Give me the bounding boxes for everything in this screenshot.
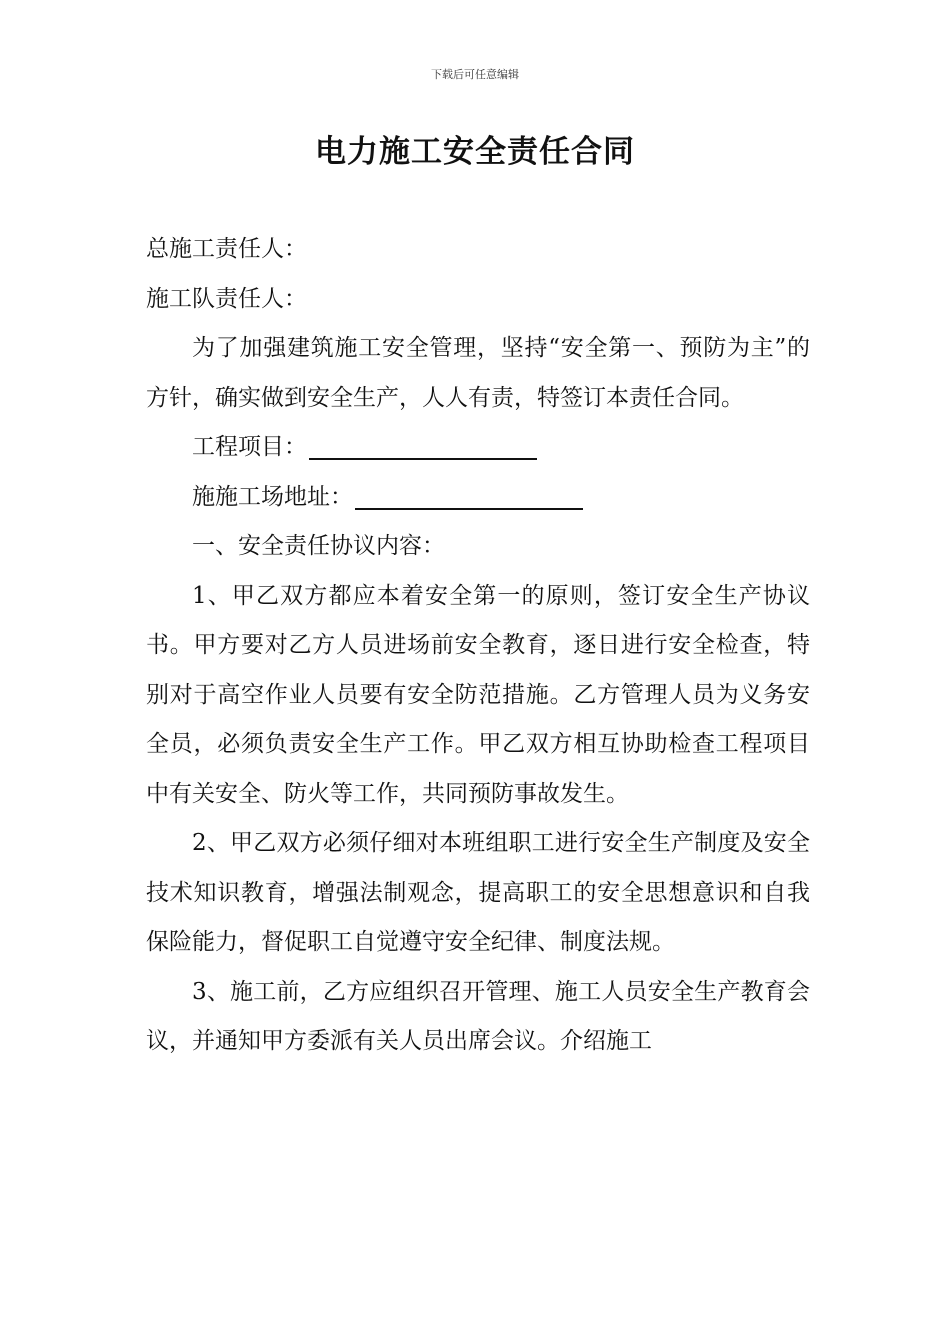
site-address-fill-blank[interactable]: [355, 482, 583, 510]
project-fill-blank[interactable]: [309, 432, 537, 460]
project-line: [146, 423, 810, 473]
document-body: [146, 225, 810, 1067]
clause-1: 1、甲乙双方都应本着安全第一的原则，签订安全生产协议书。甲方要对乙方人员进场前安全教育，逐日进行安全检查，特别对于高空作业人员要有安全防范措施。乙方管理人员为义务安全员，必须负责安全生产工作。甲乙双方相互协助检查工程项目中有关安全、防火等工作，共同预防事故发生。: [146, 582, 810, 807]
team-responsible-line: 施工队责任人：: [146, 285, 307, 312]
intro-paragraph: 为了加强建筑施工安全管理，坚持“安全第一、预防为主”的方针，确实做到安全生产，人人有责，特签订本责任合同。: [146, 335, 810, 411]
site-address-line: [146, 473, 810, 523]
project-label: 工程项目：: [192, 434, 307, 460]
section-one-heading: 一、安全责任协议内容：: [192, 533, 445, 559]
download-note: 下载后可任意编辑: [431, 68, 519, 81]
general-responsible-line: 总施工责任人：: [146, 236, 307, 262]
clause-3: 3、施工前，乙方应组织召开管理、施工人员安全生产教育会议，并通知甲方委派有关人员出席会议。介绍施工: [146, 978, 810, 1054]
document-title: 电力施工安全责任合同: [315, 134, 635, 170]
site-address-label: 施施工场地址：: [192, 483, 353, 510]
clause-2: 2、甲乙双方必须仔细对本班组职工进行安全生产制度及安全技术知识教育，增强法制观念，提高职工的安全思想意识和自我保险能力，督促职工自觉遵守安全纪律、制度法规。: [146, 830, 810, 955]
